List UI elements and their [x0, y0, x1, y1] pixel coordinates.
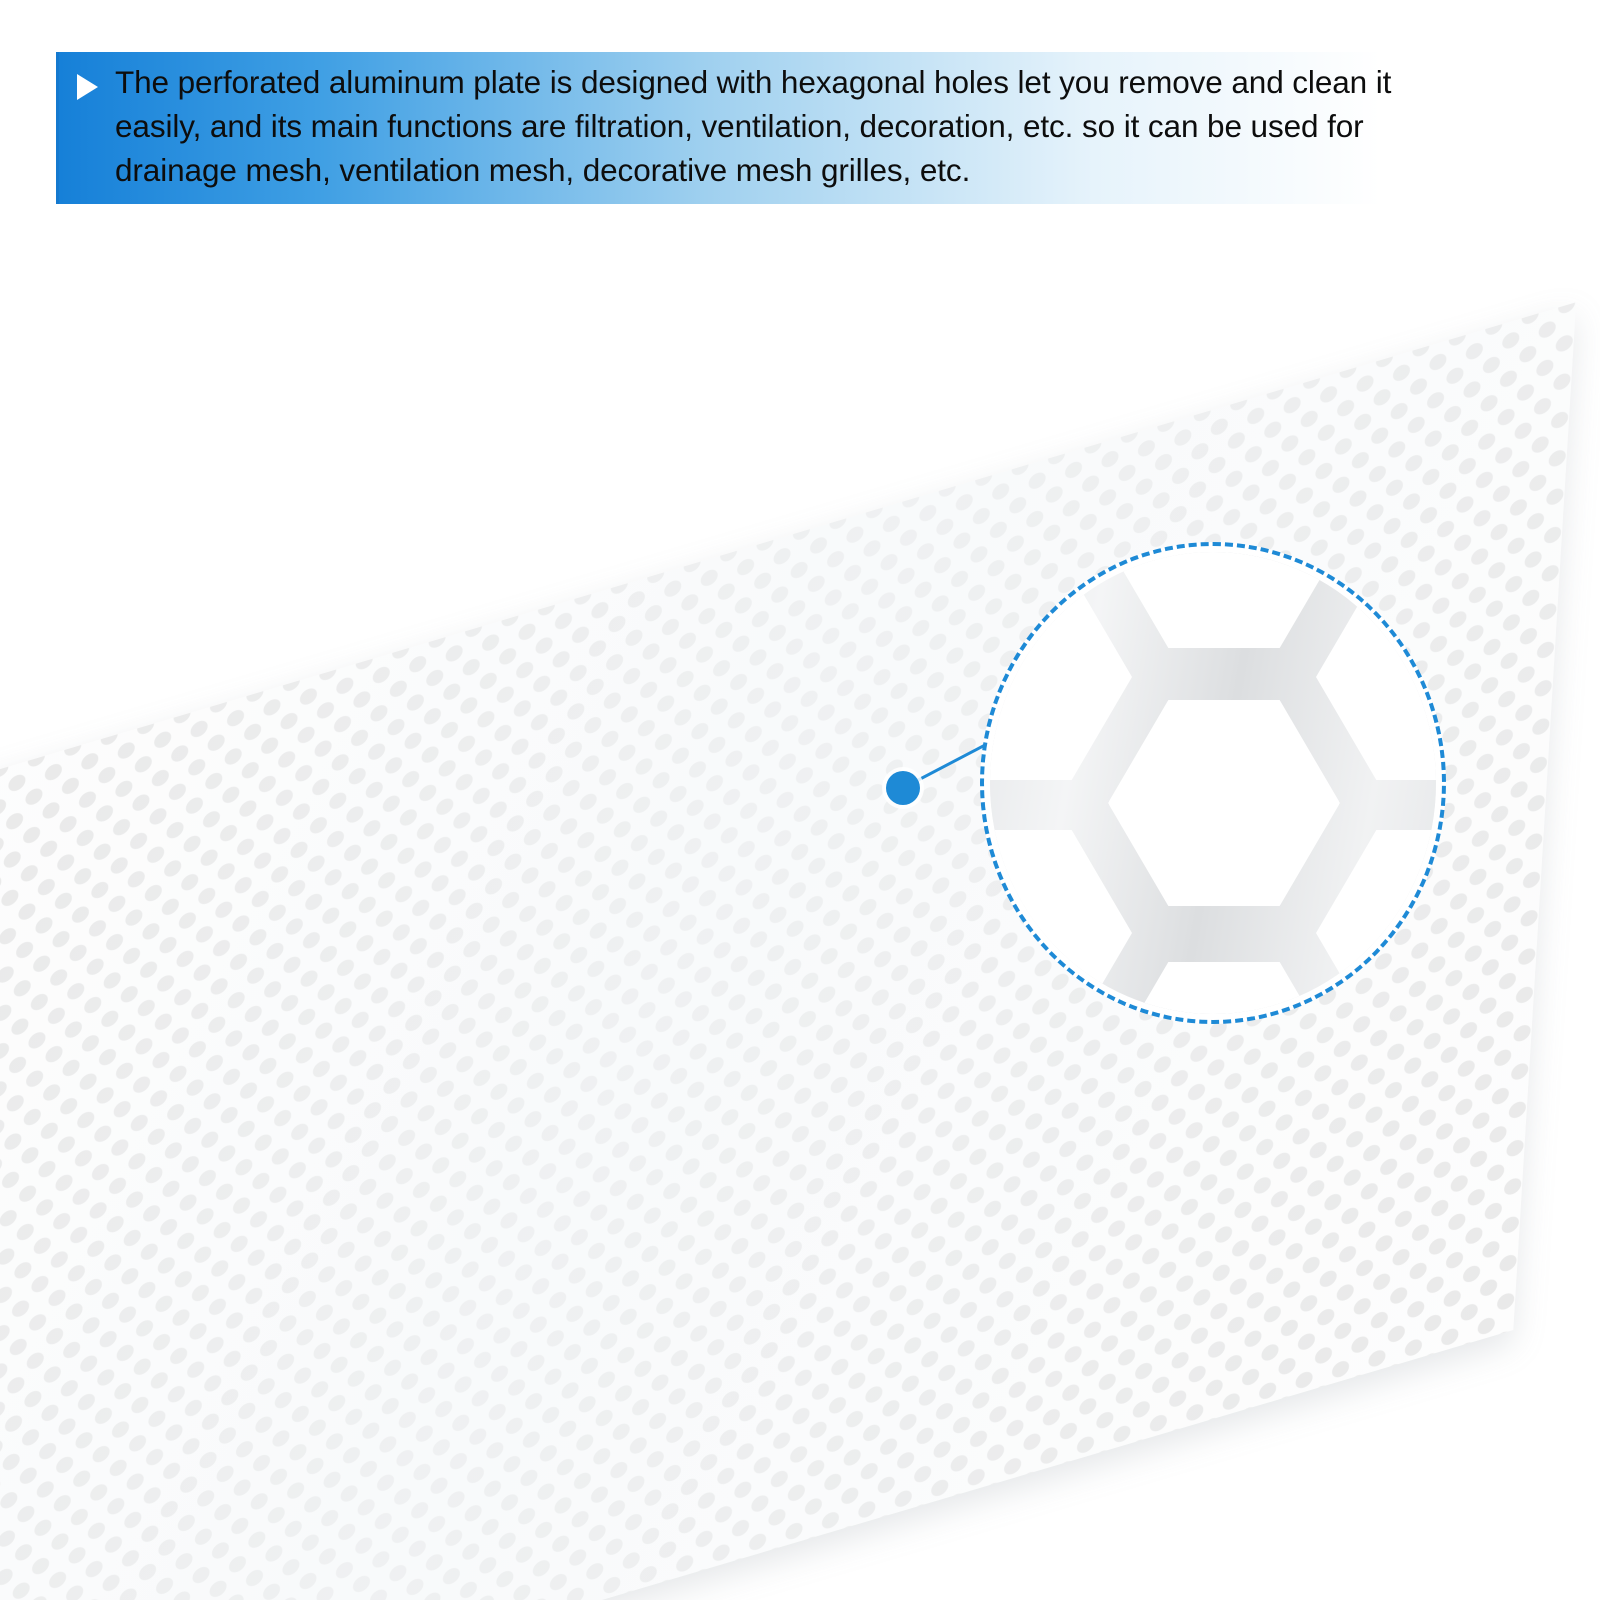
callout-marker-dot — [886, 771, 920, 805]
magnifier-content — [990, 552, 1436, 1014]
product-image — [0, 250, 1600, 1600]
play-triangle-icon — [77, 74, 98, 100]
caption-text: The perforated aluminum plate is designed with hexagonal holes let you remove and clean it easily, and its main functions are filtration, ventilation, decoration, etc. so it can be used for drainage mesh, ventilation mesh, decorative mesh grilles, etc. — [115, 64, 1392, 188]
caption-banner — [56, 52, 1496, 204]
magnifier-dashed-ring — [980, 542, 1446, 1024]
detail-magnifier — [980, 542, 1446, 1024]
